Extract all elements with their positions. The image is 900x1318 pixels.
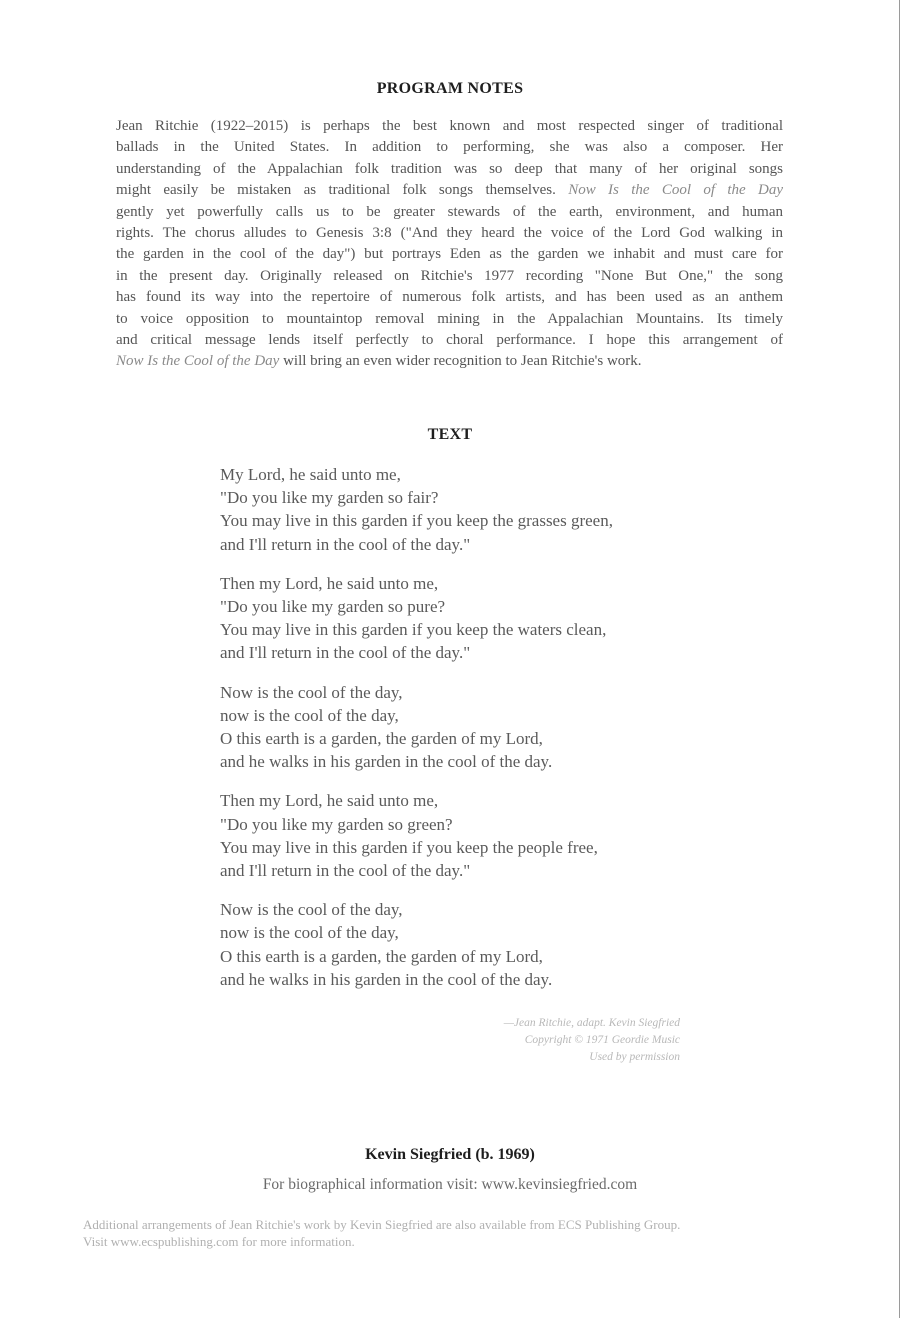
program-notes-heading: PROGRAM NOTES (376, 80, 524, 97)
lyric-line: Then my Lord, he said unto me, (220, 791, 439, 811)
notes-line (116, 351, 783, 372)
lyric-line: O this earth is a garden, the garden of my Lord, (220, 729, 543, 749)
chorus (220, 898, 700, 991)
composer-bio-link: For biographical information visit: www.kevinsiegfried.com (262, 1176, 638, 1193)
text-credit (380, 1015, 680, 1066)
publisher-footer (83, 1216, 823, 1250)
composer-name: Kevin Siegfried (b. 1969) (365, 1146, 535, 1163)
notes-line: has found its way into the repertoire of numerous folk artists, and has been used as an anthem (116, 289, 783, 306)
notes-line: to voice opposition to mountaintop removal mining in the Appalachian Mountains. Its timely (116, 310, 783, 327)
footer-line: Visit www.ecspublishing.com for more information. (83, 1234, 355, 1249)
stanza (220, 789, 700, 882)
notes-line: and critical message lends itself perfectly to choral performance. I hope this arrangement of (116, 331, 783, 348)
lyric-line: You may live in this garden if you keep the waters clean, (220, 620, 607, 640)
chorus (220, 681, 700, 774)
lyric-line: and I'll return in the cool of the day." (220, 861, 471, 881)
lyric-line: now is the cool of the day, (220, 923, 399, 943)
lyric-line: "Do you like my garden so pure? (220, 597, 446, 617)
lyric-line: and I'll return in the cool of the day." (220, 643, 471, 663)
credit-line: —Jean Ritchie, adapt. Kevin Siegfried (503, 1017, 680, 1029)
lyric-line: and he walks in his garden in the cool of the day. (220, 752, 553, 772)
work-title-italic: Now Is the Cool of the Day (116, 353, 280, 370)
lyric-line: and he walks in his garden in the cool of the day. (220, 969, 553, 989)
lyric-line: Now is the cool of the day, (220, 900, 403, 920)
work-title-italic: Now Is the Cool of the Day (568, 182, 784, 199)
notes-line: understanding of the Appalachian folk tradition was so deep that many of her original songs (116, 160, 783, 177)
notes-line: gently yet powerfully calls us to be greater stewards of the earth, environment, and human (116, 203, 783, 220)
footer-line: Additional arrangements of Jean Ritchie's work by Kevin Siegfried are also available from ECS Publishing Group. (83, 1217, 681, 1232)
lyric-line: and I'll return in the cool of the day." (220, 534, 471, 554)
lyric-line: You may live in this garden if you keep the people free, (220, 837, 598, 857)
lyric-line: O this earth is a garden, the garden of my Lord, (220, 946, 543, 966)
lyric-line: Then my Lord, he said unto me, (220, 573, 439, 593)
credit-line: Copyright © 1971 Geordie Music (524, 1034, 680, 1046)
notes-line: ballads in the United States. In addition to performing, she was also a composer. Her (116, 139, 783, 156)
lyric-line: My Lord, he said unto me, (220, 465, 401, 484)
notes-line: rights. The chorus alludes to Genesis 3:8 ("And they heard the voice of the Lord God walking in (116, 224, 783, 241)
notes-line-text: will bring an even wider recognition to Jean Ritchie's work. (283, 353, 642, 370)
lyric-line: "Do you like my garden so fair? (220, 488, 439, 508)
lyric-line: You may live in this garden if you keep the grasses green, (220, 511, 613, 531)
notes-line (116, 180, 783, 201)
program-notes-body (116, 116, 783, 373)
lyric-line: now is the cool of the day, (220, 705, 399, 725)
notes-line: Jean Ritchie (1922–2015) is perhaps the best known and most respected singer of traditional (116, 118, 783, 134)
credit-line: Used by permission (589, 1051, 680, 1063)
stanza (220, 572, 700, 665)
stanza (220, 463, 700, 556)
text-heading: TEXT (427, 426, 473, 443)
lyrics (220, 463, 700, 1007)
notes-line: the garden in the cool of the day") but portrays Eden as the garden we inhabit and must care for (116, 246, 783, 263)
notes-line-text: might easily be mistaken as traditional folk songs themselves. (116, 182, 556, 199)
lyric-line: Now is the cool of the day, (220, 682, 403, 702)
notes-line: in the present day. Originally released on Ritchie's 1977 recording "None But One," the song (116, 267, 783, 284)
lyric-line: "Do you like my garden so green? (220, 814, 453, 834)
